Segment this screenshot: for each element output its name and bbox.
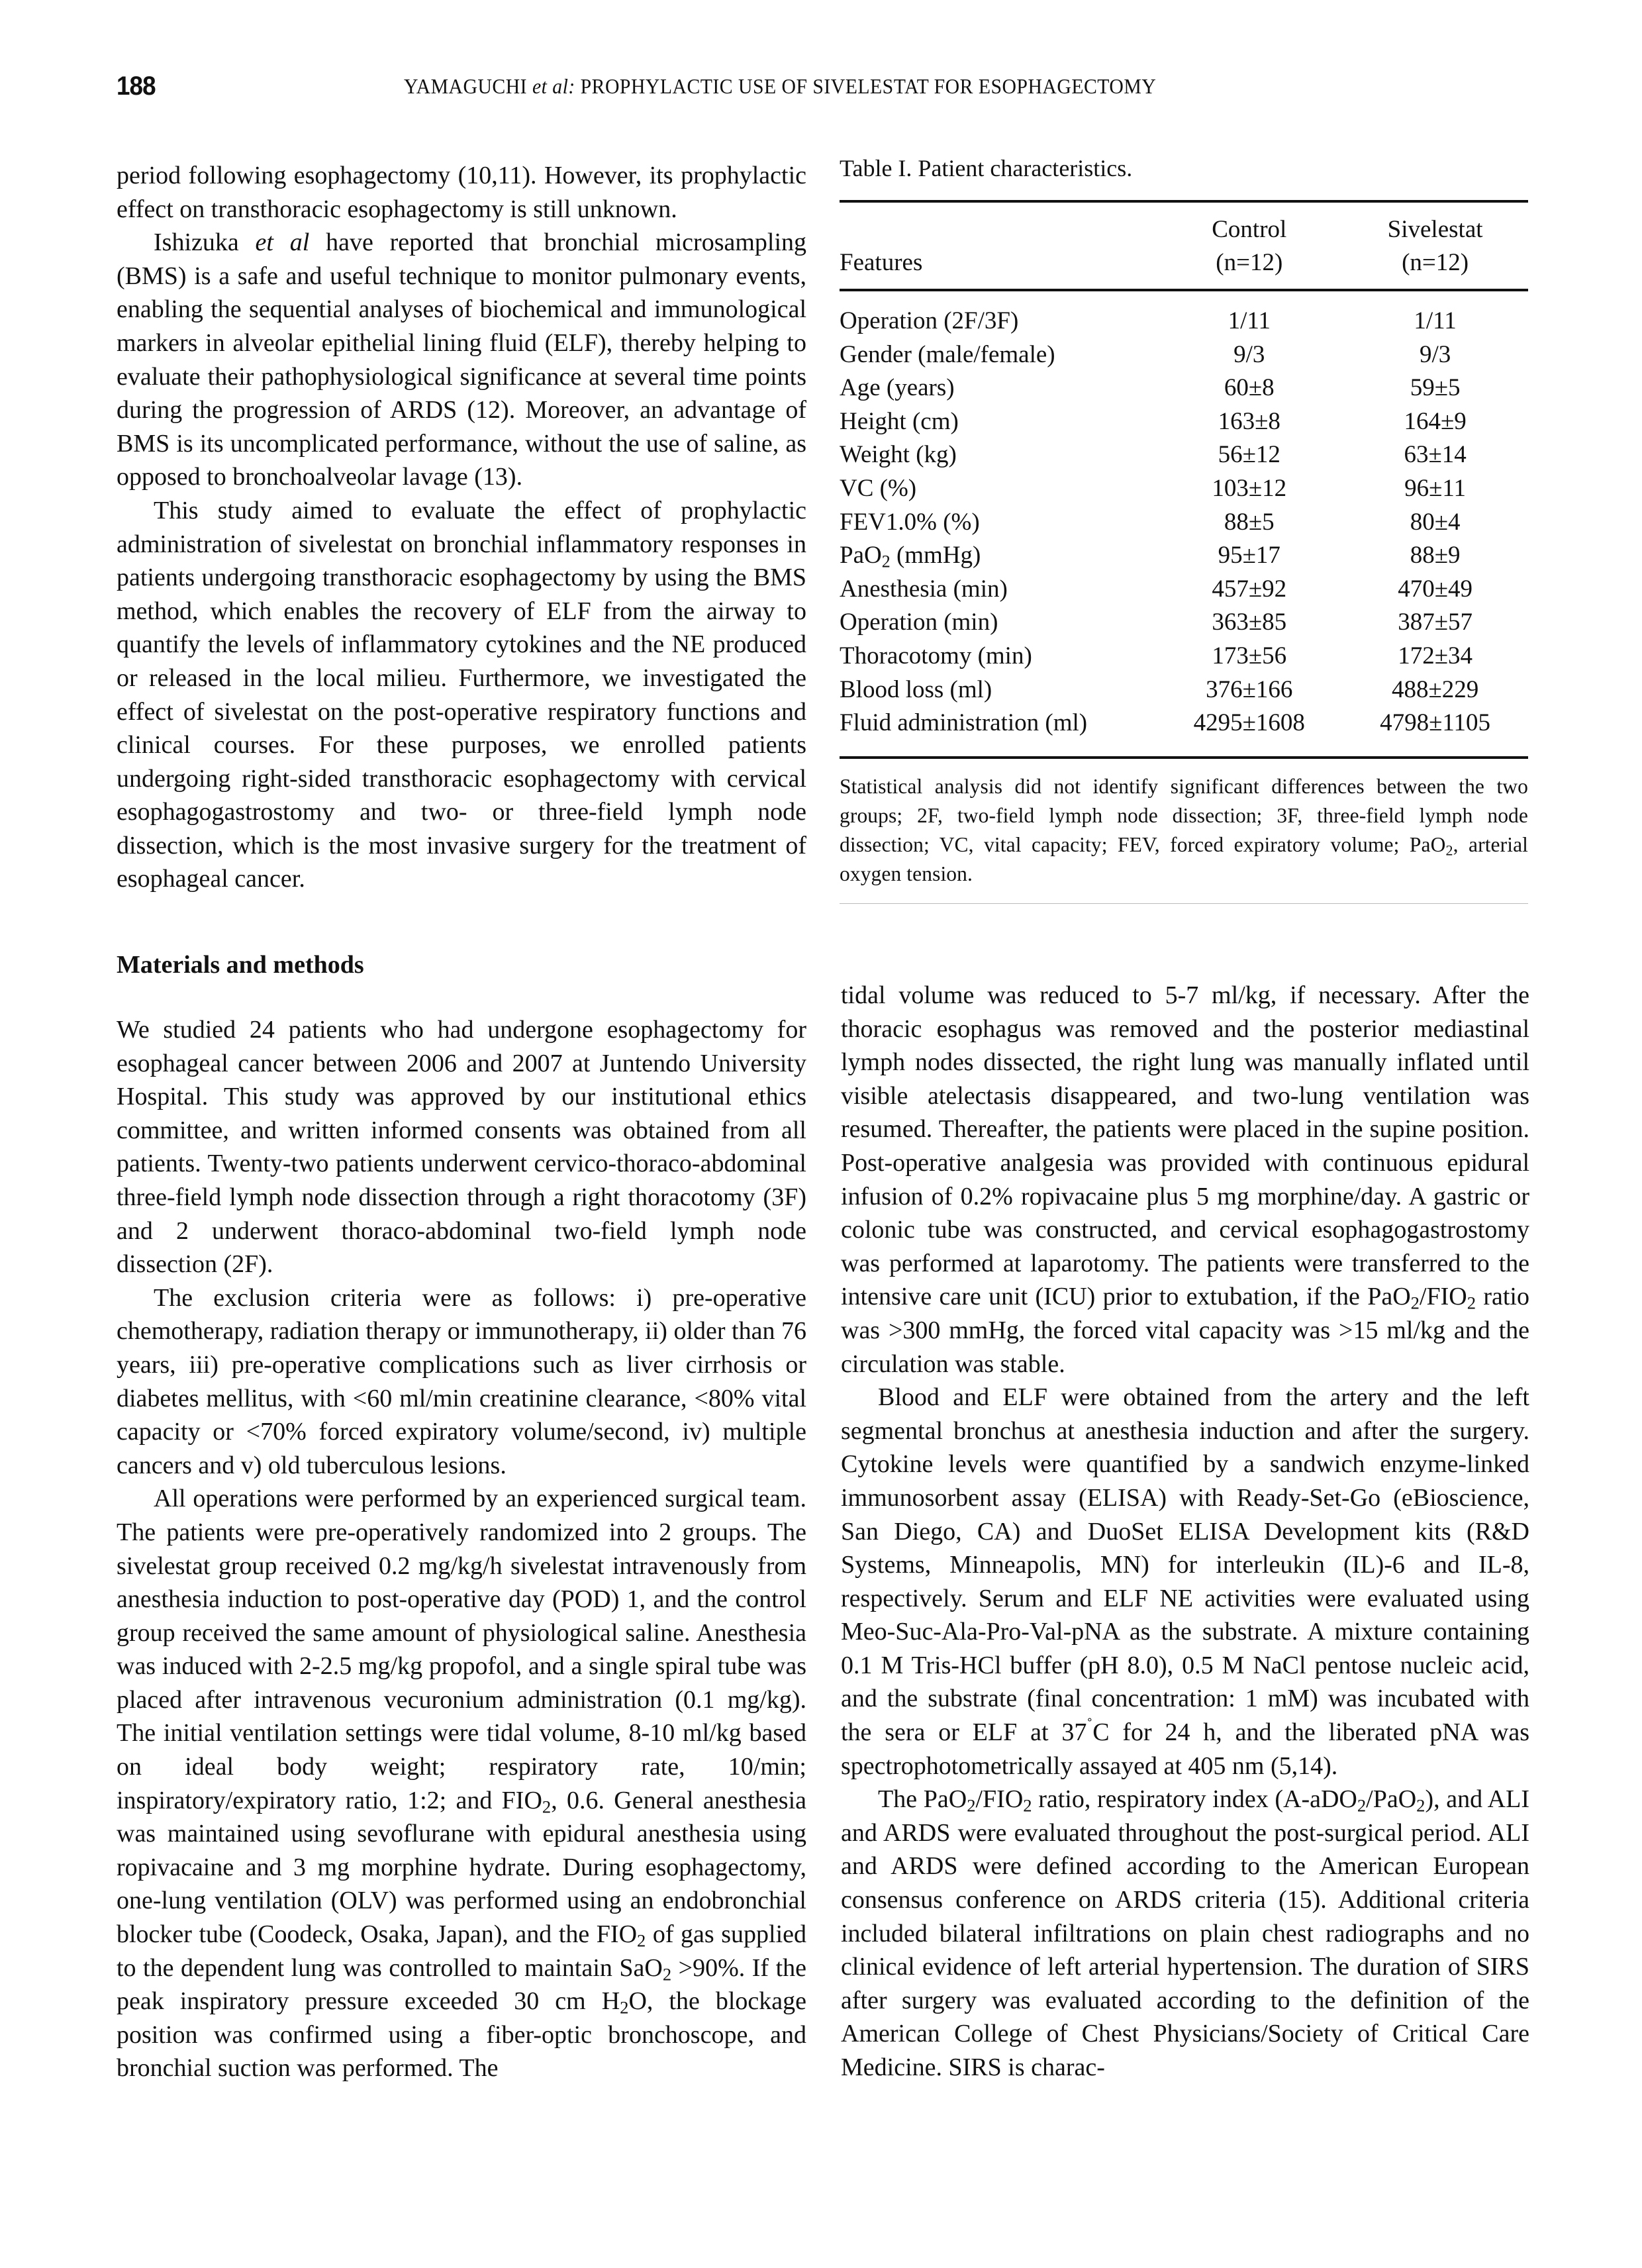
column-header-control: Control (n=12) [1212, 216, 1287, 276]
cell-feature: Height (cm) [840, 407, 959, 435]
cell-feature: Blood loss (ml) [840, 675, 992, 703]
paragraph: The exclusion criteria were as follows: i) pre-operative chemotherapy, radiation therapy or immunotherapy, ii) older than 76 years, iii) pre-operative complications such as liver cirrhosis or diabetes mellitus, with <60 ml/min creatinine clearance, <80% vital capacity or <70% forced expiratory volume/second, iv) multiple cancers and v) old tuberculous lesions. [117, 1283, 806, 1479]
cell-control: 9/3 [1233, 340, 1265, 368]
cell-control: 457±92 [1212, 575, 1287, 603]
paragraph-text: ), and ALI and ARDS were evaluated throughout the post-surgical period. ALI and ARDS were defined according to the American European consensus conference on ARDS criteria (15). Additional criteria included bilateral infiltrations on plain chest radiographs and no clinical evidence of left arterial hypertension. The duration of SIRS after surgery was evaluated according to the definition of the American College of Chest Physicians/Society of Critical Care Medicine. SIRS is charac- [841, 1785, 1529, 2081]
running-head-title: PROPHYLACTIC USE OF SIVELESTAT FOR ESOPHAGECTOMY [580, 74, 1157, 98]
table-row [840, 506, 1528, 540]
paragraph-text: have reported that bronchial microsampling (BMS) is a safe and useful technique to monitor pulmonary events, enabling the sequential analyses of biochemical and immunological markers in alveolar epithelial lining fluid (ELF), thereby helping to evaluate their pathophysiological significance at several time points during the progression of ARDS (12). Moreover, an advantage of BMS is its uncomplicated performance, without the use of saline, as opposed to bronchoalveolar lavage (13). [117, 228, 807, 491]
subscript: 2 [967, 1795, 976, 1816]
paragraph-text: /FIO [975, 1785, 1024, 1814]
cell-sivelestat: 1/11 [1414, 307, 1457, 334]
table-row [840, 640, 1528, 673]
cell-control: 60±8 [1224, 374, 1275, 402]
paragraph-text: of gas supplied to the dependent lung was controlled to maintain SaO [117, 1920, 806, 1982]
cell-feature: FEV1.0% (%) [840, 508, 980, 536]
cell-sivelestat: 470±49 [1398, 575, 1473, 603]
author-name: Ishizuka [154, 228, 239, 257]
cell-sivelestat: 80±4 [1410, 508, 1461, 536]
subscript: 2 [542, 1797, 552, 1817]
cell-feature: PaO$_2$ (mmHg) [840, 542, 981, 571]
degree-symbol: ˚ [1087, 1714, 1093, 1735]
table-bottom-rule [840, 756, 1528, 759]
cell-feature: Thoracotomy (min) [840, 642, 1032, 669]
table-caption: Table I. Patient characteristics. [840, 155, 1133, 181]
paragraph [841, 1381, 1529, 1783]
paragraph-text: All operations were performed by an experienced surgical team. The patients were pre-operatively randomized into 2 groups. The sivelestat group received 0.2 mg/kg/h sivelestat intravenously from anesthesia induction to post-operative day (POD) 1, and the control group received the same amount of physiological saline. Anesthesia was induced with 2-2.5 mg/kg propofol, and a single spiral tube was placed after intravenous vecuronium administration (0.1 mg/kg). The initial ventilation settings were tidal volume, 8-10 ml/kg based on ideal body weight; respiratory rate, 10/min; inspiratory/expiratory ratio, 1:2; and FIO [117, 1485, 806, 1814]
table-row [840, 405, 1528, 439]
cell-feature: Operation (min) [840, 609, 998, 636]
cell-control: 88±5 [1224, 508, 1275, 536]
cell-sivelestat: 488±229 [1391, 675, 1479, 703]
subscript: 2 [637, 1930, 646, 1951]
subscript: 2 [620, 1997, 629, 2018]
page-number: 188 [117, 72, 156, 101]
subscript: 2 [1416, 1795, 1425, 1816]
patient-characteristics-table [840, 154, 1528, 904]
cell-feature: Gender (male/female) [840, 340, 1055, 368]
cell-sivelestat: 59±5 [1410, 374, 1461, 402]
paragraph-text: >90%. If the peak inspiratory pressure exceeded 30 cm H [117, 1953, 806, 2016]
paragraph-text: /FIO [1419, 1283, 1467, 1311]
paragraph-text: /PaO [1366, 1785, 1417, 1814]
paragraph-text: Blood and ELF were obtained from the artery and the left segmental bronchus at anesthesia induction and after the surgery. Cytokine levels were quantified by a sandwich enzyme-linked immunosorbent assay (ELISA) with Ready-Set-Go (eBioscience, San Diego, CA) and DuoSet ELISA Development kits (R&D Systems, Minneapolis, MN) for interleukin (IL)-6 and IL-8, respectively. Serum and ELF NE activities were evaluated using Meo-Suc-Ala-Pro-Val-pNA as the substrate. A mixture containing 0.1 M Tris-HCl buffer (pH 8.0), 0.5 M NaCl pentose nucleic acid, and the substrate (final concentration: 1 mM) was incubated with the sera or ELF at 37 [841, 1383, 1529, 1747]
cell-control: 163±8 [1218, 407, 1280, 435]
subscript: 2 [1023, 1795, 1032, 1816]
paragraph-text: ratio was >300 mmHg, the forced vital capacity was >15 ml/kg and the circulation was stable. [841, 1283, 1529, 1378]
cell-feature: Fluid administration (ml) [840, 709, 1088, 737]
cell-sivelestat: 88±9 [1410, 542, 1461, 569]
subscript: 2 [1410, 1293, 1420, 1313]
cell-control: 103±12 [1212, 474, 1287, 502]
subscript: 2 [662, 1964, 672, 1985]
section-heading: Materials and methods [117, 951, 364, 979]
table-row [840, 338, 1528, 372]
running-head-authors: YAMAGUCHI [404, 74, 528, 98]
cell-control: 56±12 [1218, 441, 1280, 469]
cell-feature: Weight (kg) [840, 441, 957, 469]
table-row [840, 673, 1528, 707]
cell-control: 363±85 [1212, 609, 1287, 636]
paragraph-text: , 0.6. General anesthesia was maintained using sevoflurane with epidural anesthesia using ropivacaine and 3 mg morphine hydrate. During esophagectomy, one-lung ventilation (OLV) was performed using an endobronchial blocker tube (Coodeck, Osaka, Japan), and the FIO [117, 1786, 806, 1949]
table-row [840, 573, 1528, 607]
cell-feature: Anesthesia (min) [840, 575, 1008, 603]
right-column [841, 979, 1529, 2085]
paragraph-text: O, the blockage position was confirmed using a fiber-optic bronchoscope, and bronchial suction was performed. The [117, 1987, 806, 2083]
cell-control: 95±17 [1218, 542, 1280, 569]
paragraph-text: ratio, respiratory index (A-aDO [1032, 1785, 1357, 1814]
left-column-lower [117, 1013, 806, 2085]
cell-sivelestat: 96±11 [1404, 474, 1467, 502]
cell-control: 173±56 [1212, 642, 1287, 669]
paragraph [117, 226, 806, 494]
et-al: et al [255, 228, 310, 257]
paragraph-text: The PaO [878, 1785, 967, 1814]
table-header-row [840, 203, 1528, 289]
cell-control: 376±166 [1206, 675, 1293, 703]
cell-feature: Operation (2F/3F) [840, 307, 1019, 334]
cell-sivelestat: 164±9 [1404, 407, 1467, 435]
table-row [840, 438, 1528, 472]
paragraph-text: C for 24 h, and the liberated pNA was spectrophotometrically assayed at 405 nm (5,14). [841, 1718, 1529, 1780]
table-row [840, 291, 1528, 338]
left-column-upper [117, 159, 806, 896]
cell-sivelestat: 63±14 [1404, 441, 1467, 469]
running-head [404, 74, 1241, 99]
cell-control: 4295±1608 [1193, 709, 1305, 737]
table-footnote: Statistical analysis did not identify significant differences between the two groups; 2F, two-field lymph node dissection; 3F, three-field lymph node dissection; VC, vital capacity; FEV, forced expiratory volume; PaO$_2$, arterial oxygen tension. [840, 774, 1529, 885]
table-footnote-rule [840, 903, 1528, 904]
cell-sivelestat: 387±57 [1398, 609, 1473, 636]
column-header-features: Features [840, 249, 923, 276]
table [840, 203, 1528, 756]
paragraph [841, 979, 1529, 1381]
cell-feature: VC (%) [840, 474, 917, 502]
cell-sivelestat: 4798±1105 [1380, 709, 1491, 737]
cell-sivelestat: 172±34 [1398, 642, 1473, 669]
cell-control: 1/11 [1228, 307, 1271, 334]
paragraph-text: tidal volume was reduced to 5-7 ml/kg, if necessary. After the thoracic esophagus was removed and the posterior mediastinal lymph nodes dissected, the right lung was manually inflated until visible atelectasis disappeared, and two-lung ventilation was resumed. Thereafter, the patients were placed in the supine position. Post-operative analgesia was provided with continuous epidural infusion of 0.2% ropivacaine plus 5 mg morphine/day. A gastric or colonic tube was constructed, and cervical esophagogastrostomy was performed at laparotomy. The patients were transferred to the intensive care unit (ICU) prior to extubation, if the PaO [841, 981, 1529, 1311]
paragraph [841, 1783, 1529, 2084]
subscript: 2 [1467, 1293, 1476, 1313]
paragraph: We studied 24 patients who had undergone esophagectomy for esophageal cancer between 2006 and 2007 at Juntendo University Hospital. This study was approved by our institutional ethics committee, and written informed consents was obtained from all patients. Twenty-two patients underwent cervico-thoraco-abdominal three-field lymph node dissection through a right thoracotomy (3F) and 2 underwent thoraco-abdominal two-field lymph node dissection (2F). [117, 1016, 806, 1279]
cell-feature: Age (years) [840, 374, 955, 402]
paragraph [117, 1482, 806, 2085]
table-row [840, 371, 1528, 405]
running-head-etal: et al: [532, 74, 575, 98]
table-row [840, 707, 1528, 756]
cell-sivelestat: 9/3 [1419, 340, 1451, 368]
table-row [840, 539, 1528, 573]
subscript: 2 [1357, 1795, 1367, 1816]
column-header-sivelestat: Sivelestat (n=12) [1387, 216, 1483, 276]
table-row [840, 472, 1528, 506]
paragraph: This study aimed to evaluate the effect of prophylactic administration of sivelestat on bronchial inflammatory responses in patients undergoing transthoracic esophagectomy by using the BMS method, which enables the recovery of ELF from the airway to quantify the levels of inflammatory cytokines and the NE produced or released in the local milieu. Furthermore, we investigated the effect of sivelestat on the post-operative respiratory functions and clinical courses. For these purposes, we enrolled patients undergoing right-sided transthoracic esophagectomy with cervical esophagogastrostomy and two- or three-field lymph node dissection, which is the most invasive surgery for the treatment of esophageal cancer. [117, 496, 806, 893]
paragraph: period following esophagectomy (10,11). However, its prophylactic effect on transthoracic esophagectomy is still unknown. [117, 162, 806, 223]
table-row [840, 606, 1528, 640]
